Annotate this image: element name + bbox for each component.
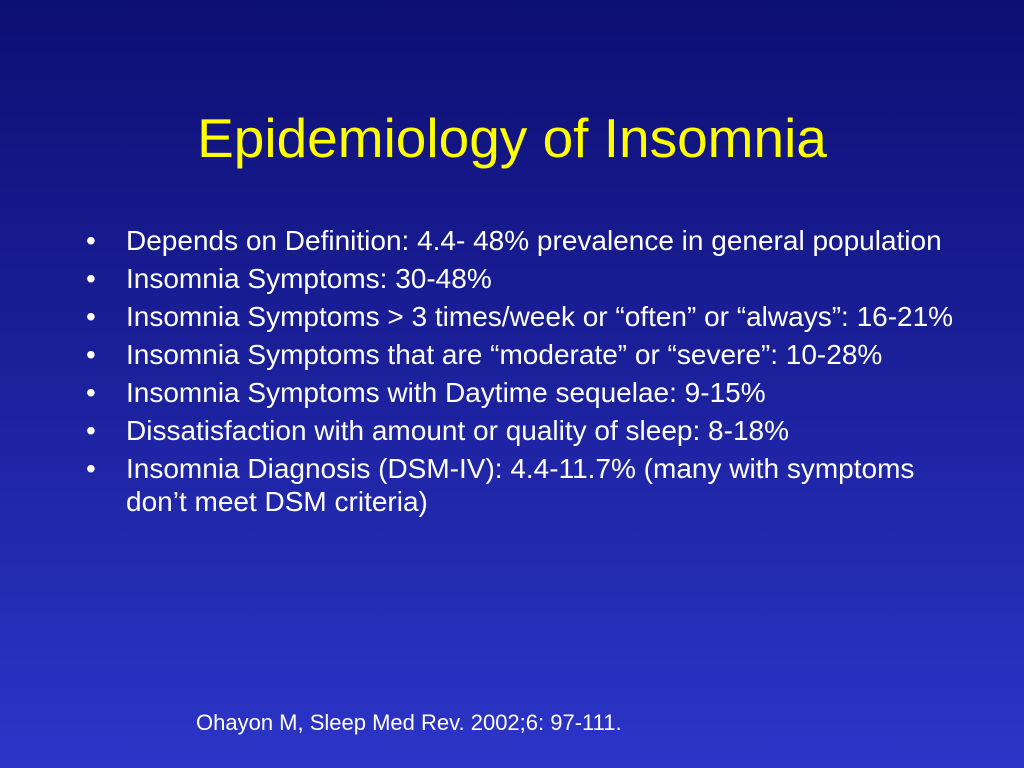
- bullet-item: [86, 224, 966, 257]
- bullet-dot-icon: •: [86, 377, 96, 408]
- bullet-dot-icon: •: [86, 263, 96, 294]
- bullet-item: [86, 414, 966, 447]
- bullet-item: [86, 376, 966, 409]
- bullet-item: [86, 338, 966, 371]
- bullet-text: Insomnia Symptoms with Daytime sequelae: 9-15%: [126, 377, 766, 408]
- slide-title: Epidemiology of Insomnia: [197, 107, 827, 169]
- bullet-dot-icon: •: [86, 339, 96, 370]
- bullet-text: Dissatisfaction with amount or quality of sleep: 8-18%: [126, 415, 789, 446]
- bullet-text: Insomnia Diagnosis (DSM-IV): 4.4-11.7% (many with symptoms don’t meet DSM criteria): [126, 453, 915, 517]
- bullet-item: [86, 262, 966, 295]
- bullet-dot-icon: •: [86, 225, 96, 256]
- bullet-dot-icon: •: [86, 415, 96, 446]
- bullet-item: [86, 452, 966, 518]
- bullet-list: [86, 224, 966, 523]
- bullet-text: Insomnia Symptoms > 3 times/week or “often” or “always”: 16-21%: [126, 301, 954, 332]
- bullet-dot-icon: •: [86, 301, 96, 332]
- citation: Ohayon M, Sleep Med Rev. 2002;6: 97-111.: [196, 710, 622, 735]
- bullet-dot-icon: •: [86, 453, 96, 484]
- bullet-item: [86, 300, 966, 333]
- bullet-text: Insomnia Symptoms that are “moderate” or “severe”: 10-28%: [126, 339, 883, 370]
- bullet-text: Depends on Definition: 4.4- 48% prevalence in general population: [126, 225, 942, 256]
- bullet-text: Insomnia Symptoms: 30-48%: [126, 263, 492, 294]
